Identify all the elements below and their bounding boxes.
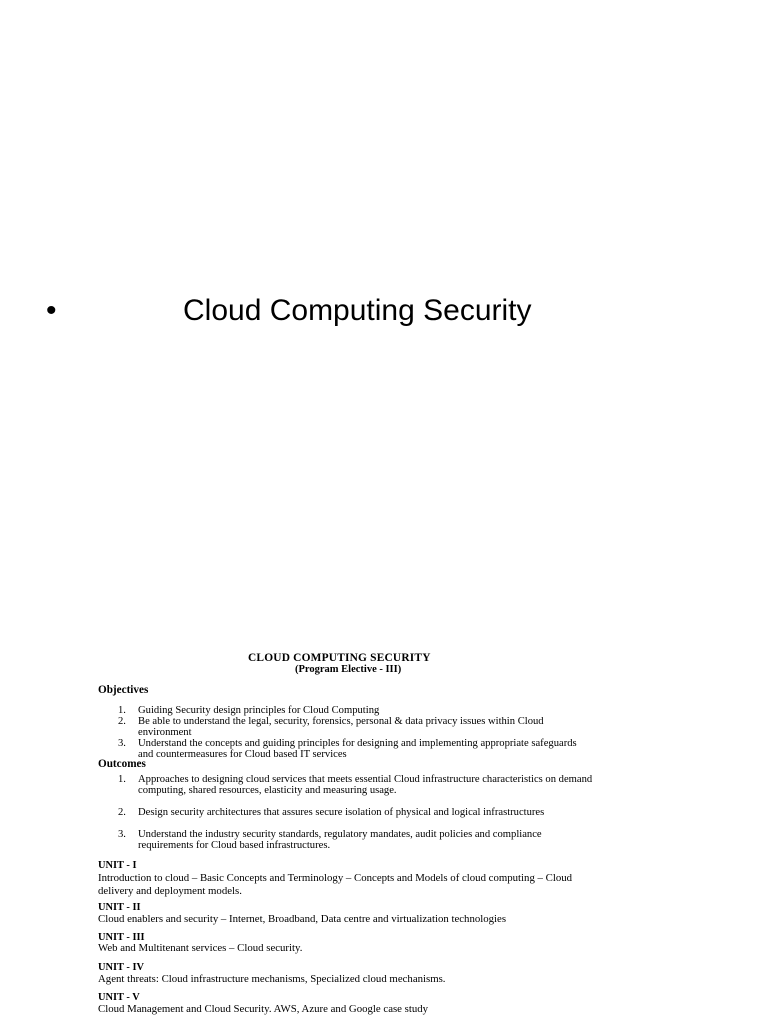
- outcome-text: Design security architectures that assures secure isolation of physical and logical infrastructures: [138, 807, 545, 818]
- slide-title-row: [0, 286, 768, 336]
- objectives-heading: Objectives: [98, 684, 149, 696]
- objective-number: 3.: [118, 738, 126, 749]
- outcomes-heading: Outcomes: [98, 758, 146, 770]
- unit-heading: UNIT - V: [98, 992, 140, 1003]
- unit-text: Cloud Management and Cloud Security. AWS, Azure and Google case study: [98, 1003, 429, 1015]
- objective-text: Guiding Security design principles for Cloud Computing: [138, 705, 380, 716]
- objective-number: 2.: [118, 716, 126, 727]
- unit-heading: UNIT - II: [98, 902, 141, 913]
- unit-heading: UNIT - I: [98, 860, 137, 871]
- outcome-number: 2.: [118, 807, 126, 818]
- unit-heading: UNIT - III: [98, 932, 145, 943]
- unit-text: Web and Multitenant services – Cloud security.: [98, 942, 303, 954]
- unit-text: Cloud enablers and security – Internet, Broadband, Data centre and virtualization technologies: [98, 913, 507, 925]
- outcome-text: Understand the industry security standards, regulatory mandates, audit policies and compliance requirements for Cloud based infrastructures.: [138, 829, 542, 852]
- syllabus-subtitle: (Program Elective - III): [295, 664, 402, 675]
- unit-text: Introduction to cloud – Basic Concepts and Terminology – Concepts and Models of cloud computing – Cloud delivery and deployment models.: [98, 872, 573, 897]
- bullet-point: •: [46, 294, 57, 327]
- unit-text: Agent threats: Cloud infrastructure mechanisms, Specialized cloud mechanisms.: [98, 973, 446, 985]
- syllabus-title: CLOUD COMPUTING SECURITY: [248, 652, 431, 664]
- objective-text: Be able to understand the legal, security, forensics, personal & data privacy issues within Cloud environment: [138, 716, 544, 739]
- unit-heading: UNIT - IV: [98, 962, 144, 973]
- outcome-number: 1.: [118, 774, 126, 785]
- slide-title: Cloud Computing Security: [183, 294, 532, 327]
- objective-text: Understand the concepts and guiding principles for designing and implementing appropriate safeguards and countermeasures for Cloud based IT services: [138, 738, 577, 761]
- outcome-number: 3.: [118, 829, 126, 840]
- outcome-text: Approaches to designing cloud services that meets essential Cloud infrastructure characteristics on demand computing, shared resources, elasticity and measuring usage.: [138, 774, 593, 797]
- objective-number: 1.: [118, 705, 126, 716]
